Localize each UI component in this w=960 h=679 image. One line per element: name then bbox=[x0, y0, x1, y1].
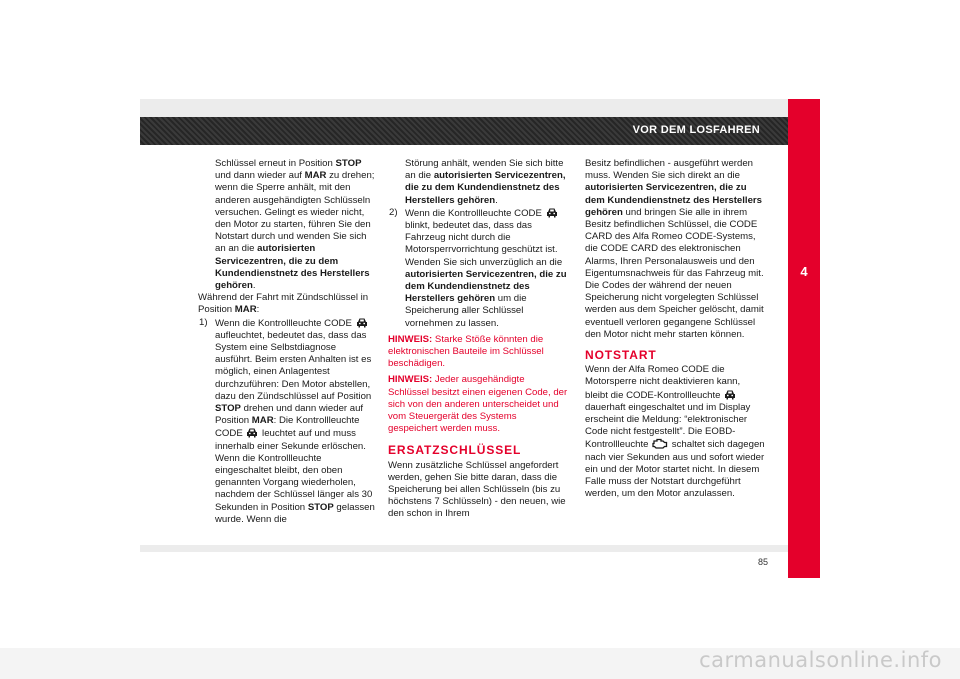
paragraph-continuation: Schlüssel erneut in Position STOP und dann wieder auf MAR zu drehen; wenn die Sperre anhält, mit den anderen ausgehändigten Schlüsseln versuchen. Gelingt es wieder nicht, den Motor zu starten, führen Sie den Notstart durch und wenden Sie sich an an die autorisierten Servicezentren, die zu dem Kundendienstnetz des Herstellers gehören. bbox=[215, 158, 375, 292]
paragraph-spare-keys: Wenn zusätzliche Schlüssel angefordert werden, gehen Sie bitte daran, dass die Speicherung bei allen Schlüsseln (bis zu höchstens 7 Schlüsseln) - den neuen, wie den schon in Ihrem bbox=[388, 459, 566, 520]
heading-emergency-start: NOTSTART bbox=[585, 348, 657, 363]
paragraph-spare-keys-continuation: Besitz befindlichen - ausgeführt werden muss. Wenden Sie sich direkt an die autorisierten Servicezentren, die zu dem Kundendienstnetz des Herstellers gehören und bringen Sie alle in ihrem Besitz befindlichen Schlüssel, die CODE CARD des Alfa Romeo CODE-Systems, die CODE CARD des elektronischen Alarms, Ihren Personalausweis und den Eigentumsnachweis für das Fahrzeug mit. Die Codes der während der neuen Speicherung nicht vorgelegten Schlüssel werden aus dem Speicher gelöscht, damit eventuell verloren gegangene Schlüssel den Motor nicht mehr starten können. bbox=[585, 158, 764, 340]
top-band bbox=[140, 99, 788, 117]
section-title: VOR DEM LOSFAHREN bbox=[632, 124, 760, 136]
paragraph-continuation: Störung anhält, wenden Sie sich bitte an die autorisierten Servicezentren, die zu dem Kundendienstnetz des Herstellers gehören. bbox=[405, 158, 566, 206]
code-warning-light-icon bbox=[546, 207, 558, 218]
code-warning-light-icon bbox=[246, 427, 258, 438]
column-2 bbox=[388, 158, 568, 521]
heading-spare-keys: ERSATZSCHLÜSSEL bbox=[388, 443, 522, 458]
paragraph-emergency-start: Wenn der Alfa Romeo CODE die Motorsperre nicht deaktivieren kann, bleibt die CODE-Kontrollleuchte dauerhaft eingeschaltet und im Display erscheint die Meldung: “elektronischer Code nicht festgestellt”. Die EOBD-Kontrollleuchte schaltet sich dagegen nach vier Sekunden aus und sofort wieder ein und der Motor startet nicht. In diesem Falle muss der Notstart durchgeführt werden, um den Motor anzulassen. bbox=[585, 364, 765, 500]
bottom-band bbox=[140, 545, 788, 552]
column-3 bbox=[585, 158, 765, 500]
list-item-2: 2) Wenn die Kontrollleuchte CODE blinkt, bedeutet das, dass das Fahrzeug nicht durch die Motorsperrvorrichtung geschützt ist. Wenden Sie sich unverzüglich an die autorisierten Servicezentren, die zu dem Kundendienstnetz des Herstellers gehören um die Speicherung aller Schlüssel vornehmen zu lassen. bbox=[389, 206, 567, 329]
paragraph-during-drive: Während der Fahrt mit Zündschlüssel in Position MAR: bbox=[198, 292, 369, 316]
code-warning-light-icon bbox=[724, 389, 736, 400]
column-1 bbox=[198, 158, 376, 526]
code-warning-light-icon bbox=[356, 317, 368, 328]
engine-eobd-warning-light-icon bbox=[652, 438, 668, 449]
watermark-text: carmanualsonline.info bbox=[699, 648, 942, 672]
list-item-1: 1) Wenn die Kontrollleuchte CODE aufleuchtet, bedeutet das, dass das System eine Selbstdiagnose ausführt. Beim ersten Anhalten ist es möglich, einen Anlagentest durchzuführen: Den Motor abstellen, dazu den Zündschlüssel auf Position STOP drehen und dann wieder auf Position MAR: Die Kontrollleuchte CODE leuchtet auf und muss innerhalb einer Sekunde erlöschen. Wenn die Kontrollleuchte eingeschaltet bleibt, den oben genannten Vorgang wiederholen, nachdem der Schlüssel länger als 30 Sekunden in Position STOP gelassen wurde. Wenn die bbox=[199, 316, 375, 525]
header-bar bbox=[140, 117, 788, 145]
chapter-tab bbox=[788, 99, 820, 578]
note-shocks: HINWEIS: Starke Stöße könnten die elektronischen Bauteile im Schlüssel beschädigen. bbox=[388, 333, 544, 370]
watermark-strip bbox=[0, 648, 960, 679]
page-number: 85 bbox=[757, 557, 768, 567]
note-key-codes: HINWEIS: Jeder ausgehändigte Schlüssel besitzt einen eigenen Code, der sich von den anderen unterscheidet und vom Steuergerät des Systems gespeichert werden muss. bbox=[388, 374, 568, 435]
chapter-number: 4 bbox=[800, 264, 808, 279]
